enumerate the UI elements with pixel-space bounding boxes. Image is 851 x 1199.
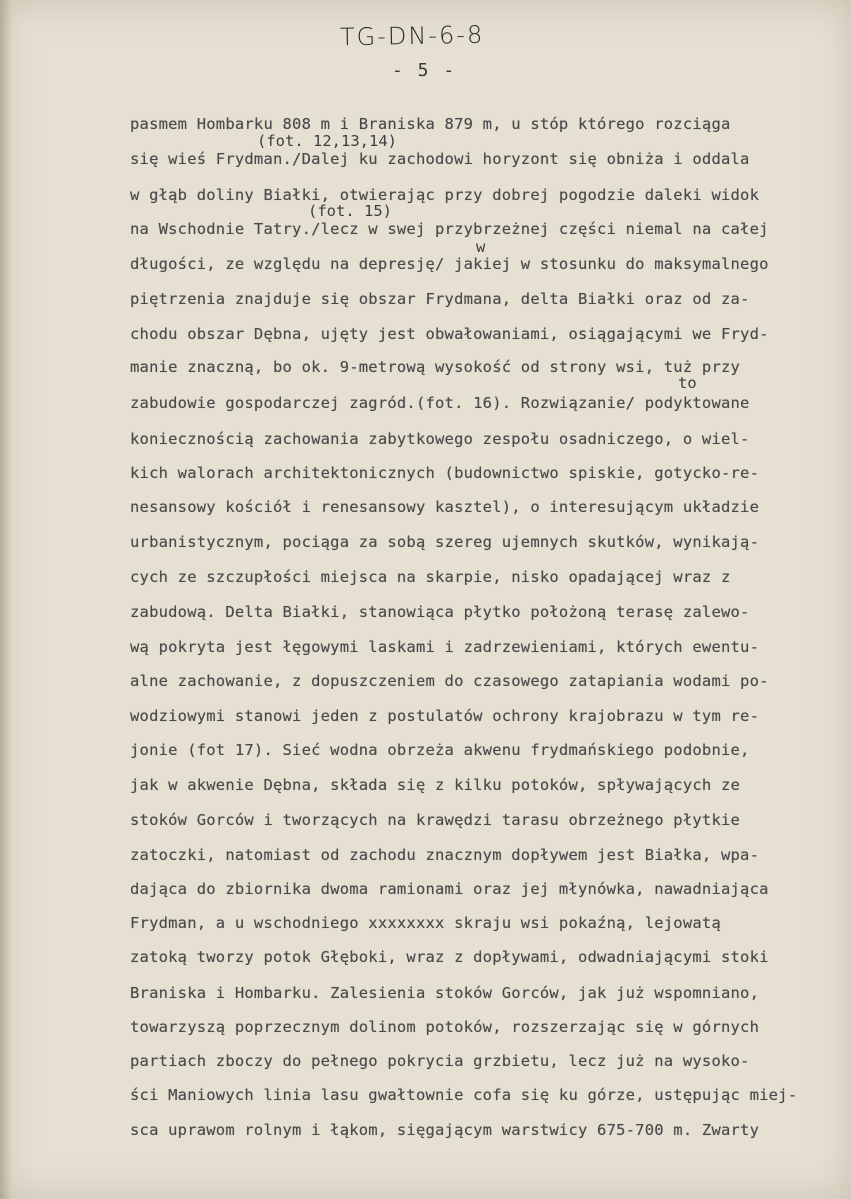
- text-line: cych ze szczupłości miejsca na skarpie, nisko opadającej wraz z: [130, 568, 731, 586]
- insert-photo-ref-1: (fot. 12,13,14): [257, 132, 397, 150]
- text-line: piętrzenia znajduje się obszar Frydmana, delta Białki oraz od za-: [130, 290, 750, 308]
- text-line: dająca do zbiornika dwoma ramionami oraz jej młynówka, nawadniająca: [130, 880, 769, 898]
- text-line: manie znaczną, bo ok. 9-metrową wysokość od strony wsi, tuż przy: [130, 358, 741, 376]
- text-line: jonie (fot 17). Sieć wodna obrzeża akwenu frydmańskiego podobnie,: [130, 741, 750, 759]
- text-line: towarzyszą poprzecznym dolinom potoków, rozszerzając się w górnych: [130, 1018, 760, 1036]
- text-line: jak w akwenie Dębna, składa się z kilku potoków, spływających ze: [130, 776, 741, 794]
- text-line: wodziowymi stanowi jeden z postulatów ochrony krajobrazu w tym re-: [130, 707, 760, 725]
- text-line: zabudowie gospodarczej zagród.(fot. 16). Rozwiązanie/ podyktowane: [130, 394, 750, 412]
- text-line: się wieś Frydman./Dalej ku zachodowi horyzont się obniża i oddala: [130, 150, 750, 168]
- text-line: stoków Gorców i tworzących na krawędzi tarasu obrzeżnego płytkie: [130, 811, 741, 829]
- text-line: ści Maniowych linia lasu gwałtownie cofa się ku górze, ustępując miej-: [130, 1086, 798, 1104]
- text-line: pasmem Hombarku 808 m i Braniska 879 m, u stóp którego rozciąga: [130, 115, 731, 133]
- text-line: zatoczki, natomiast od zachodu znacznym dopływem jest Białka, wpa-: [130, 846, 760, 864]
- page-number: - 5 -: [392, 60, 457, 81]
- archive-reference: TG-DN-6-8: [339, 20, 485, 52]
- text-line: Frydman, a u wschodniego xxxxxxxx skraju wsi pokaźną, lejowatą: [130, 914, 721, 932]
- text-line: zabudową. Delta Białki, stanowiąca płytko położoną terasę zalewo-: [130, 603, 750, 621]
- text-line: wą pokryta jest łęgowymi laskami i zadrzewieniami, których ewentu-: [130, 638, 760, 656]
- insert-word-to: to: [678, 374, 697, 392]
- text-line: Braniska i Hombarku. Zalesienia stoków Gorców, jak już wspomniano,: [130, 984, 760, 1002]
- text-line: zatoką tworzy potok Głęboki, wraz z dopływami, odwadniającymi stoki: [130, 948, 769, 966]
- insert-photo-ref-2: (fot. 15): [308, 202, 392, 220]
- text-line: sca uprawom rolnym i łąkom, sięgającym warstwicy 675-700 m. Zwarty: [130, 1121, 760, 1139]
- text-line: alne zachowanie, z dopuszczeniem do czasowego zatapiania wodami po-: [130, 672, 769, 690]
- text-line: na Wschodnie Tatry./lecz w swej przybrzeżnej części niemal na całej: [130, 220, 769, 238]
- text-line: długości, ze względu na depresję/ jakiej w stosunku do maksymalnego: [130, 255, 769, 273]
- text-line: nesansowy kościół i renesansowy kasztel), o interesującym układzie: [130, 498, 760, 516]
- text-line: kich walorach architektonicznych (budownictwo spiskie, gotycko-re-: [130, 464, 760, 482]
- text-line: w głąb doliny Białki, otwierając przy dobrej pogodzie daleki widok: [130, 186, 760, 204]
- text-line: chodu obszar Dębna, ujęty jest obwałowaniami, osiągającymi we Fryd-: [130, 325, 769, 343]
- text-line: urbanistycznym, pociąga za sobą szereg ujemnych skutków, wynikają-: [130, 533, 760, 551]
- text-line: partiach zboczy do pełnego pokrycia grzbietu, lecz już na wysoko-: [130, 1052, 750, 1070]
- insert-letter-w: w: [476, 238, 486, 256]
- text-line: koniecznością zachowania zabytkowego zespołu osadniczego, o wiel-: [130, 430, 750, 448]
